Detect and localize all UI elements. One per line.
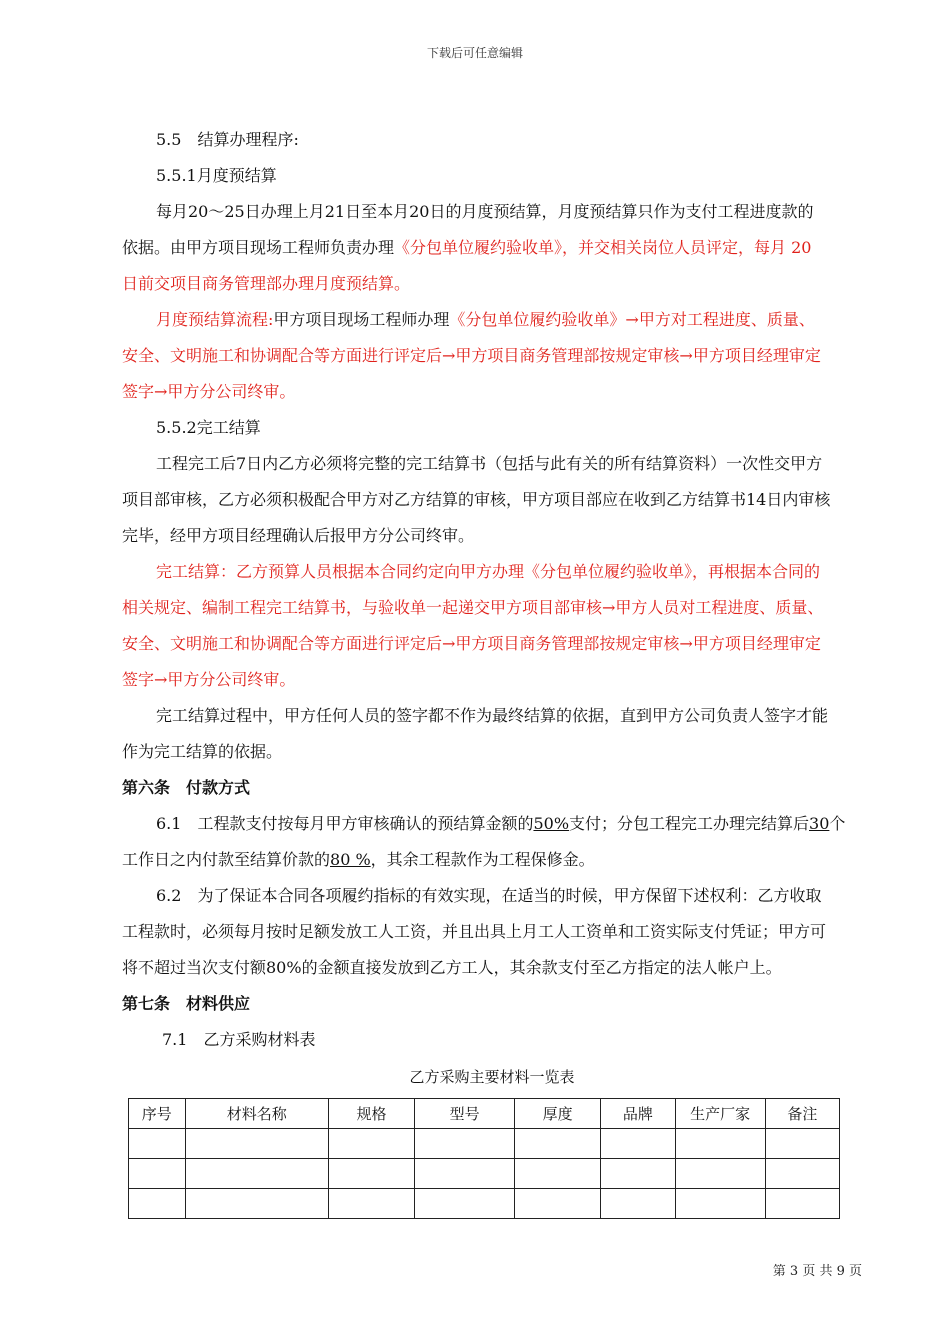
table-cell	[415, 1189, 515, 1219]
table-header-row	[129, 1099, 840, 1129]
table-cell	[328, 1129, 414, 1159]
paragraph-line: 签字→甲方分公司终审。	[122, 382, 296, 401]
table-cell	[328, 1189, 414, 1219]
table-cell	[765, 1189, 839, 1219]
text-span: 个	[829, 814, 846, 833]
table-cell	[515, 1129, 601, 1159]
table-cell	[415, 1159, 515, 1189]
table-cell	[185, 1159, 328, 1189]
table-cell	[675, 1159, 765, 1189]
paragraph-line: 工程款时，必须每月按时足额发放工人工资，并且出具上月工人工资单和工资实际支付凭证；甲方可	[122, 922, 827, 941]
table-header-cell: 厚度	[515, 1099, 601, 1129]
paragraph-line: 每月20～25日办理上月21日至本月20日的月度预结算，月度预结算只作为支付工程进度款的	[156, 202, 814, 221]
table-row	[129, 1189, 840, 1219]
paragraph-line: 完工结算：乙方预算人员根据本合同约定向甲方办理《分包单位履约验收单》，再根据本合同的	[156, 562, 821, 581]
text-span: 工作日之内付款至结算价款的	[122, 850, 331, 869]
paragraph-line	[122, 302, 862, 338]
table-cell	[515, 1159, 601, 1189]
text-span: 甲方项目现场工程师办理	[273, 310, 450, 329]
paragraph-line: 将不超过当次支付额80%的金额直接发放到乙方工人，其余款支付至乙方指定的法人帐户上。	[122, 958, 782, 977]
text-span: 6.1 工程款支付按每月甲方审核确认的预结算金额的	[156, 814, 534, 833]
underlined-value: 50%	[533, 814, 570, 833]
table-cell	[675, 1129, 765, 1159]
table-cell	[765, 1159, 839, 1189]
article-6-title: 第六条 付款方式	[122, 778, 251, 797]
paragraph-line: 安全、文明施工和协调配合等方面进行评定后→甲方项目商务管理部按规定审核→甲方项目经理审定	[122, 634, 821, 653]
table-cell	[129, 1129, 186, 1159]
paragraph-line: 项目部审核，乙方必须积极配合甲方对乙方结算的审核，甲方项目部应在收到乙方结算书14日内审核	[122, 490, 831, 509]
section-5-5-1-title: 5.5.1月度预结算	[156, 166, 277, 185]
table-header-cell: 备注	[765, 1099, 839, 1129]
materials-table	[128, 1098, 840, 1219]
red-text-span: 月度预结算流程:	[156, 310, 274, 329]
table-title: 乙方采购主要材料一览表	[409, 1068, 575, 1086]
underlined-value: 80 %	[330, 850, 371, 869]
table-cell	[601, 1159, 675, 1189]
table-cell	[185, 1189, 328, 1219]
table-cell	[129, 1159, 186, 1189]
table-cell	[415, 1129, 515, 1159]
article-7-title: 第七条 材料供应	[122, 994, 251, 1013]
table-header-cell: 型号	[415, 1099, 515, 1129]
page-number: 第 3 页 共 9 页	[772, 1264, 862, 1279]
paragraph-line	[122, 230, 862, 266]
paragraph-line: 相关规定、编制工程完工结算书，与验收单一起递交甲方项目部审核→甲方人员对工程进度、质量、	[122, 598, 824, 617]
text-span: 依据。由甲方项目现场工程师负责办理	[122, 238, 395, 257]
paragraph-line: 日前交项目商务管理部办理月度预结算。	[122, 274, 411, 293]
section-7-1-title: 7.1 乙方采购材料表	[162, 1030, 316, 1049]
paragraph-line: 作为完工结算的依据。	[122, 742, 283, 761]
document-body	[122, 122, 862, 1219]
table-header-cell: 品牌	[601, 1099, 675, 1129]
paragraph-line: 完毕，经甲方项目经理确认后报甲方分公司终审。	[122, 526, 475, 545]
underlined-value: 30	[809, 814, 830, 833]
page-header: 下载后可任意编辑	[426, 46, 523, 60]
table-row	[129, 1129, 840, 1159]
paragraph-line	[122, 806, 862, 842]
paragraph-line: 工程完工后7日内乙方必须将完整的完工结算书（包括与此有关的所有结算资料）一次性交甲方	[156, 454, 823, 473]
table-cell	[601, 1189, 675, 1219]
table-cell	[765, 1129, 839, 1159]
table-header-cell: 生产厂家	[675, 1099, 765, 1129]
text-span: ，其余工程款作为工程保修金。	[370, 850, 595, 869]
red-text-span: 《分包单位履约验收单》，并交相关岗位人员评定，每月 20	[394, 238, 812, 257]
table-cell	[515, 1189, 601, 1219]
text-span: 支付；分包工程完工办理完结算后	[569, 814, 810, 833]
section-5-5-2-title: 5.5.2完工结算	[156, 418, 261, 437]
paragraph-line: 安全、文明施工和协调配合等方面进行评定后→甲方项目商务管理部按规定审核→甲方项目经理审定	[122, 346, 821, 365]
table-cell	[601, 1129, 675, 1159]
paragraph-line	[122, 842, 862, 878]
table-cell	[129, 1189, 186, 1219]
table-cell	[328, 1159, 414, 1189]
table-cell	[185, 1129, 328, 1159]
paragraph-line: 6.2 为了保证本合同各项履约指标的有效实现，在适当的时候，甲方保留下述权利：乙方收取	[156, 886, 822, 905]
table-header-cell: 规格	[328, 1099, 414, 1129]
paragraph-line: 完工结算过程中，甲方任何人员的签字都不作为最终结算的依据，直到甲方公司负责人签字才能	[156, 706, 829, 725]
section-5-5-title: 5.5 结算办理程序:	[156, 130, 299, 149]
table-header-cell: 序号	[129, 1099, 186, 1129]
paragraph-line: 签字→甲方分公司终审。	[122, 670, 296, 689]
table-cell	[675, 1189, 765, 1219]
table-header-cell: 材料名称	[185, 1099, 328, 1129]
table-row	[129, 1159, 840, 1189]
red-text-span: 《分包单位履约验收单》→甲方对工程进度、质量、	[449, 310, 815, 329]
